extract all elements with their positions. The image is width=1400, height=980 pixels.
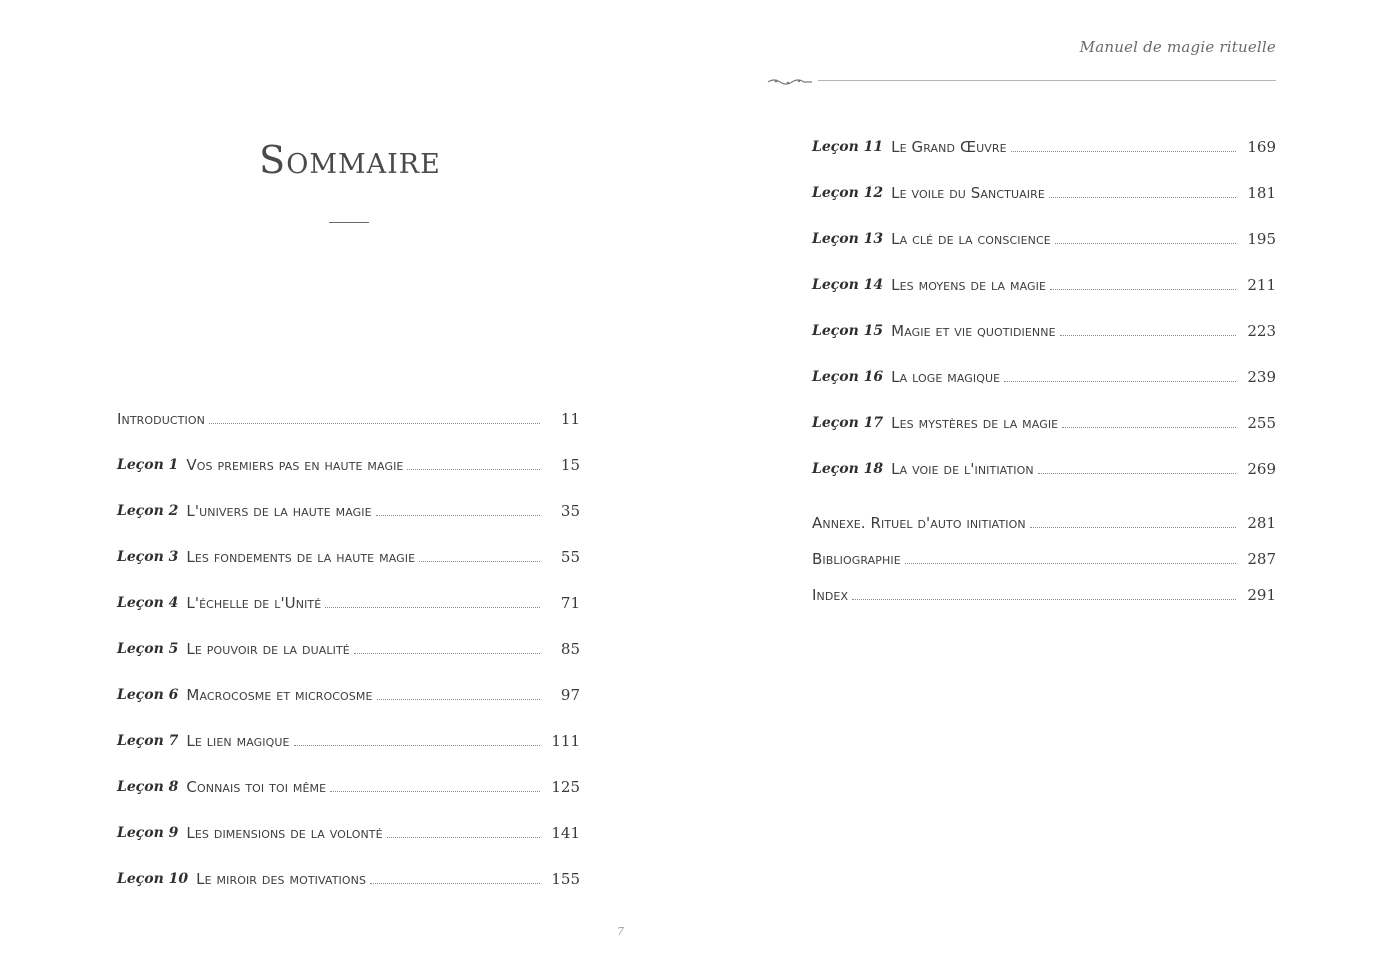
entry-title: Le Grand Œuvre <box>891 138 1007 156</box>
lesson-number: Leçon 16 <box>812 369 884 385</box>
dot-leader <box>325 607 540 608</box>
entry-title: Les moyens de la magie <box>891 276 1047 294</box>
dot-leader <box>209 423 540 424</box>
lesson-number: Leçon 17 <box>812 415 884 431</box>
toc-entry[interactable] <box>117 751 580 797</box>
page-ref: 255 <box>1247 414 1276 432</box>
page-ref: 55 <box>560 548 580 566</box>
entry-title: Annexe. Rituel d'auto initiation <box>812 514 1026 532</box>
toc-list-right <box>812 133 1276 605</box>
lesson-number: Leçon 2 <box>117 503 179 519</box>
lesson-number: Leçon 8 <box>117 779 179 795</box>
dot-leader <box>354 653 540 654</box>
entry-title: Vos premiers pas en haute magie <box>186 456 404 474</box>
toc-entry[interactable] <box>117 475 580 521</box>
page-ref: 269 <box>1247 460 1276 478</box>
toc-entry[interactable] <box>812 433 1276 479</box>
entry-title: Connais toi toi même <box>186 778 327 796</box>
toc-entry[interactable] <box>117 843 580 889</box>
lesson-number: Leçon 13 <box>812 231 884 247</box>
entry-title: Magie et vie quotidienne <box>891 322 1056 340</box>
dot-leader <box>370 883 540 884</box>
dot-leader <box>377 699 540 700</box>
dot-leader <box>1050 289 1236 290</box>
page-ref: 195 <box>1247 230 1276 248</box>
toc-entry[interactable] <box>812 533 1276 569</box>
dot-leader <box>330 791 540 792</box>
entry-title: Les mystères de la magie <box>891 414 1059 432</box>
dot-leader <box>1062 427 1236 428</box>
page-ref: 11 <box>560 410 580 428</box>
entry-title: La voie de l'initiation <box>891 460 1034 478</box>
header-rule <box>818 80 1276 81</box>
entry-title: L'échelle de l'Unité <box>186 594 322 612</box>
toc-entry[interactable] <box>117 429 580 475</box>
lesson-number: Leçon 9 <box>117 825 179 841</box>
flourish-ornament-icon <box>766 75 814 87</box>
dot-leader <box>387 837 540 838</box>
entry-title: Le miroir des motivations <box>196 870 367 888</box>
entry-title: Le pouvoir de la dualité <box>186 640 350 658</box>
dot-leader <box>407 469 540 470</box>
page-ref: 35 <box>560 502 580 520</box>
page-number: 7 <box>617 925 624 938</box>
entry-title: La clé de la conscience <box>891 230 1051 248</box>
toc-entry[interactable] <box>812 479 1276 533</box>
entry-title: Bibliographie <box>812 550 901 568</box>
entry-title: Macrocosme et microcosme <box>186 686 373 704</box>
toc-entry[interactable] <box>117 797 580 843</box>
page-ref: 15 <box>560 456 580 474</box>
entry-title: L'univers de la haute magie <box>186 502 372 520</box>
dot-leader <box>419 561 540 562</box>
toc-entry[interactable] <box>812 569 1276 605</box>
page-ref: 223 <box>1247 322 1276 340</box>
entry-title: La loge magique <box>891 368 1001 386</box>
toc-entry[interactable] <box>812 203 1276 249</box>
dot-leader <box>852 599 1236 600</box>
lesson-number: Leçon 6 <box>117 687 179 703</box>
lesson-number: Leçon 4 <box>117 595 179 611</box>
right-page <box>700 0 1400 980</box>
dot-leader <box>1055 243 1236 244</box>
page-ref: 287 <box>1247 550 1276 568</box>
toc-entry[interactable] <box>117 567 580 613</box>
dot-leader <box>905 563 1236 564</box>
lesson-number: Leçon 5 <box>117 641 179 657</box>
page-ref: 155 <box>551 870 580 888</box>
page-ref: 239 <box>1247 368 1276 386</box>
entry-title: Index <box>812 586 849 604</box>
toc-entry[interactable] <box>117 405 580 429</box>
toc-list-left <box>117 405 580 889</box>
page-ref: 181 <box>1247 184 1276 202</box>
page-ref: 281 <box>1247 514 1276 532</box>
dot-leader <box>376 515 540 516</box>
page-ref: 97 <box>560 686 580 704</box>
page-ref: 125 <box>551 778 580 796</box>
page-ref: 111 <box>551 732 580 750</box>
dot-leader <box>1060 335 1236 336</box>
page-ref: 85 <box>560 640 580 658</box>
page-ref: 141 <box>551 824 580 842</box>
entry-title: Introduction <box>117 410 205 428</box>
dot-leader <box>1038 473 1236 474</box>
toc-entry[interactable] <box>812 133 1276 157</box>
dot-leader <box>294 745 540 746</box>
lesson-number: Leçon 7 <box>117 733 179 749</box>
lesson-number: Leçon 18 <box>812 461 884 477</box>
page-title: Sommaire <box>259 138 441 182</box>
lesson-number: Leçon 1 <box>117 457 179 473</box>
lesson-number: Leçon 15 <box>812 323 884 339</box>
page-ref: 211 <box>1247 276 1276 294</box>
dot-leader <box>1011 151 1236 152</box>
dot-leader <box>1030 527 1236 528</box>
toc-entry[interactable] <box>812 295 1276 341</box>
dot-leader <box>1049 197 1236 198</box>
dot-leader <box>1004 381 1236 382</box>
page-ref: 71 <box>560 594 580 612</box>
toc-entry[interactable] <box>117 659 580 705</box>
lesson-number: Leçon 10 <box>117 871 189 887</box>
entry-title: Les dimensions de la volonté <box>186 824 383 842</box>
toc-entry[interactable] <box>117 521 580 567</box>
entry-title: Les fondements de la haute magie <box>186 548 416 566</box>
toc-entry[interactable] <box>812 157 1276 203</box>
lesson-number: Leçon 12 <box>812 185 884 201</box>
running-head: Manuel de magie rituelle <box>1079 38 1276 56</box>
lesson-number: Leçon 11 <box>812 139 884 155</box>
toc-entry[interactable] <box>812 341 1276 387</box>
lesson-number: Leçon 14 <box>812 277 884 293</box>
page-ref: 291 <box>1247 586 1276 604</box>
entry-title: Le lien magique <box>186 732 290 750</box>
page-ref: 169 <box>1247 138 1276 156</box>
lesson-number: Leçon 3 <box>117 549 179 565</box>
entry-title: Le voile du Sanctuaire <box>891 184 1045 202</box>
toc-entry[interactable] <box>812 387 1276 433</box>
toc-entry[interactable] <box>117 705 580 751</box>
toc-entry[interactable] <box>117 613 580 659</box>
title-divider <box>329 222 369 223</box>
toc-entry[interactable] <box>812 249 1276 295</box>
